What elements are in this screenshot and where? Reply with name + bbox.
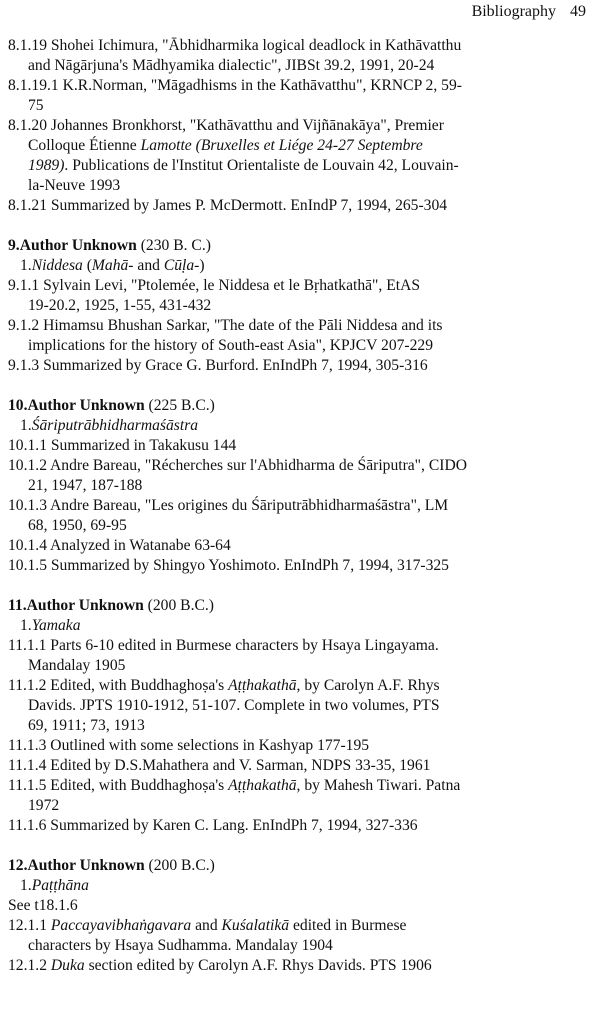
bibliography-entry: 10.1.3 Andre Bareau, "Les origines du Śāriputrābhidharmaśāstra", LM 68, 1950, 69-95 bbox=[8, 497, 449, 534]
bibliography-entry: 12.1.1 Paccayavibhaṅgavara and Kuśalatikā edited in Burmese characters by Hsaya Sudhamma. Mandalay 1904 bbox=[8, 917, 407, 954]
bibliography-entry: 9.1.2 Himamsu Bhushan Sarkar, "The date of the Pāli Niddesa and its implications for the history of South-east Asia", KPJCV 207-229 bbox=[8, 317, 443, 354]
bibliography-entry: 8.1.21 Summarized by James P. McDermott. EnIndP 7, 1994, 265-304 bbox=[8, 197, 448, 214]
work-title: 1.Śāriputrābhidharmaśāstra bbox=[20, 417, 199, 434]
bibliography-entry: 8.1.19.1 K.R.Norman, "Māgadhisms in the Kathāvatthu", KRNCP 2, 59- 75 bbox=[8, 77, 462, 114]
section-heading: 11.Author Unknown (200 B.C.) bbox=[8, 597, 214, 614]
bibliography-entry: 9.1.3 Summarized by Grace G. Burford. EnIndPh 7, 1994, 305-316 bbox=[8, 357, 428, 374]
header-title: Bibliography bbox=[471, 3, 556, 20]
bibliography-entry: 8.1.19 Shohei Ichimura, "Ābhidharmika logical deadlock in Kathāvatthu and Nāgārjuna's Mādhyamika dialectic", JIBSt 39.2, 1991, 20-24 bbox=[8, 37, 462, 74]
bibliography-entry: 10.1.5 Summarized by Shingyo Yoshimoto. EnIndPh 7, 1994, 317-325 bbox=[8, 557, 449, 574]
bibliography-entry: 11.1.1 Parts 6-10 edited in Burmese characters by Hsaya Lingayama. Mandalay 1905 bbox=[8, 637, 439, 674]
bibliography-entry: 11.1.6 Summarized by Karen C. Lang. EnIndPh 7, 1994, 327-336 bbox=[8, 817, 418, 834]
work-title: 1.Niddesa (Mahā- and Cūḷa-) bbox=[20, 257, 205, 274]
bibliography-section bbox=[8, 36, 594, 216]
bibliography-entry: 11.1.2 Edited, with Buddhaghoṣa's Aṭṭhakathā, by Carolyn A.F. Rhys Davids. JPTS 1910-1912, 51-107. Complete in two volumes, PTS 69, 1911; 73, 1913 bbox=[8, 677, 440, 734]
bibliography-entry: 11.1.3 Outlined with some selections in Kashyap 177-195 bbox=[8, 737, 370, 754]
bibliography-entry: 10.1.2 Andre Bareau, "Récherches sur l'Abhidharma de Śāriputra", CIDO 21, 1947, 187-188 bbox=[8, 457, 467, 494]
section-gap bbox=[8, 376, 594, 396]
section-heading: 10.Author Unknown (225 B.C.) bbox=[8, 397, 215, 414]
bibliography-section bbox=[8, 596, 594, 836]
bibliography-entry: 11.1.5 Edited, with Buddhaghoṣa's Aṭṭhakathā, by Mahesh Tiwari. Patna 1972 bbox=[8, 777, 461, 814]
bibliography-entry: 9.1.1 Sylvain Levi, "Ptolemée, le Niddesa et le Bṛhatkathā", EtAS 19-20.2, 1925, 1-55, 431-432 bbox=[8, 277, 421, 314]
bibliography-entry: 11.1.4 Edited by D.S.Mahathera and V. Sarman, NDPS 33-35, 1961 bbox=[8, 757, 431, 774]
cross-reference: See t18.1.6 bbox=[8, 897, 78, 914]
bibliography-section bbox=[8, 236, 594, 376]
section-gap bbox=[8, 836, 594, 856]
bibliography-section bbox=[8, 396, 594, 576]
bibliography-entry: 8.1.20 Johannes Bronkhorst, "Kathāvatthu and Vijñānakāya", Premier Colloque Étienne Lamotte (Bruxelles et Liége 24-27 Septembre 1989). Publications de l'Institut Orientaliste de Louvain 42, Louvain- la-Neuve 1993 bbox=[8, 117, 459, 194]
running-header bbox=[472, 2, 586, 22]
section-gap bbox=[8, 576, 594, 596]
work-title: 1.Paṭṭhāna bbox=[20, 877, 89, 894]
bibliography-entry: 12.1.2 Duka section edited by Carolyn A.F. Rhys Davids. PTS 1906 bbox=[8, 957, 432, 974]
section-heading: 9.Author Unknown (230 B. C.) bbox=[8, 237, 211, 254]
bibliography-section bbox=[8, 856, 594, 976]
section-heading: 12.Author Unknown (200 B.C.) bbox=[8, 857, 215, 874]
work-title: 1.Yamaka bbox=[20, 617, 81, 634]
page-number: 49 bbox=[570, 3, 586, 20]
section-gap bbox=[8, 216, 594, 236]
bibliography-body bbox=[8, 36, 594, 976]
bibliography-entry: 10.1.4 Analyzed in Watanabe 63-64 bbox=[8, 537, 231, 554]
bibliography-entry: 10.1.1 Summarized in Takakusu 144 bbox=[8, 437, 237, 454]
